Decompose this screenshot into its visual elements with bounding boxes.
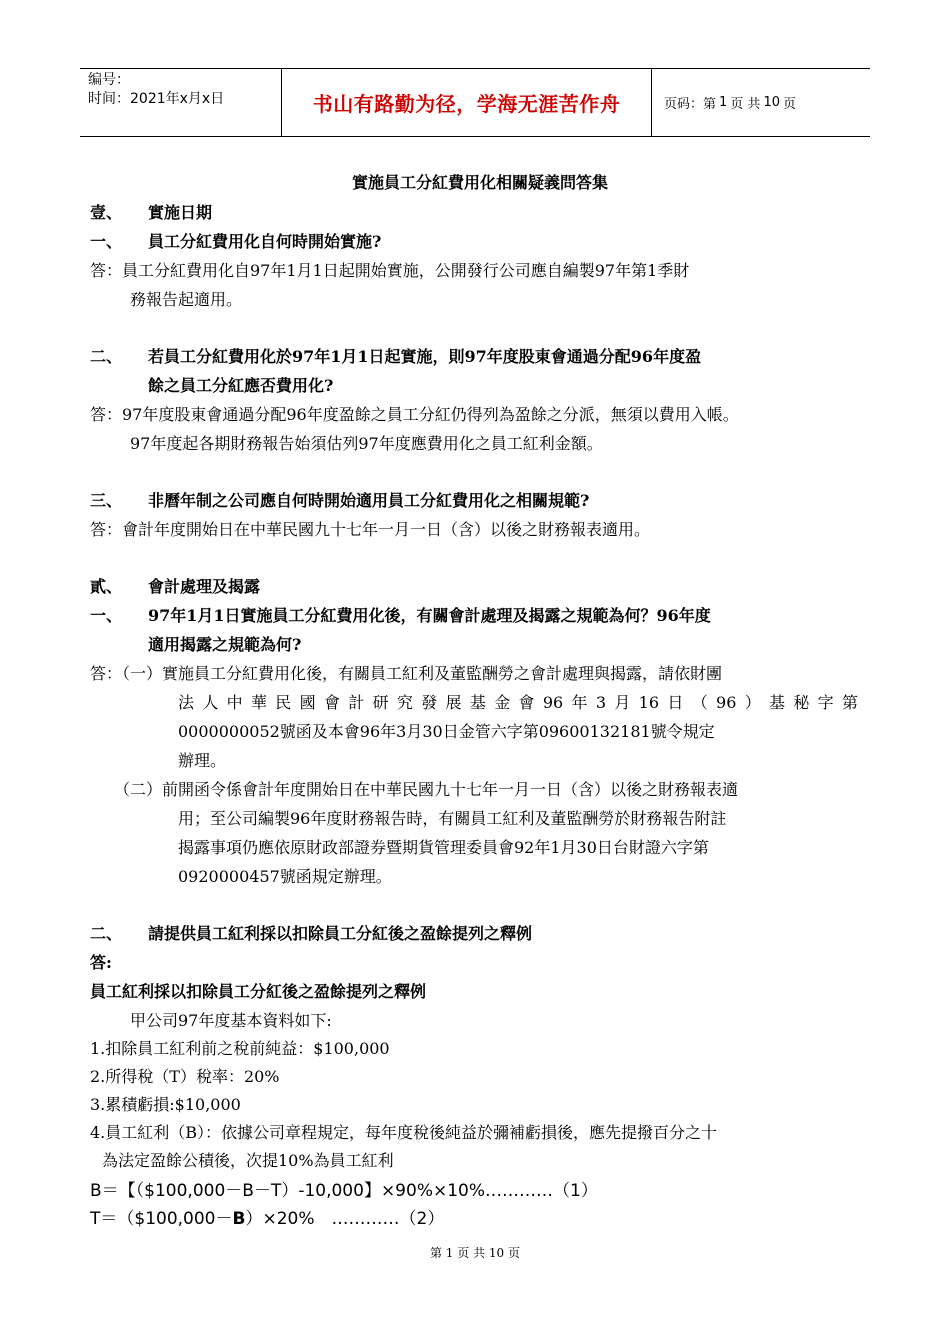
a4-p1-line-3: 0000000052號函及本會96年3月30日金管六字第09600132181號令規定 [178, 722, 715, 741]
formula-1: B＝【（$100,000－B－T）-10,000】×90%×10%…………（1） [90, 1181, 598, 1201]
footer-mid: 页 共 [457, 1246, 486, 1260]
q3-number: 三、 [90, 491, 123, 510]
page-label: 页码：第 [664, 97, 717, 112]
doc-number-label: 编号： [88, 72, 130, 88]
footer-page-number: 1 [445, 1246, 454, 1260]
q4-line-1: 97年1月1日實施員工分紅費用化後，有關會計處理及揭露之規範為何？96年度 [148, 606, 711, 625]
section-1-title: 實施日期 [148, 203, 213, 222]
q1-text: 員工分紅費用化自何時開始實施? [148, 232, 382, 251]
formula-2 [90, 1206, 444, 1232]
q2-line-2: 餘之員工分紅應否費用化? [148, 376, 334, 395]
page-number: 1 [719, 95, 728, 110]
example-item-2: 2.所得稅（T）稅率：20% [90, 1067, 280, 1086]
a2-line-1: 答：97年度股東會通過分配96年度盈餘之員工分紅仍得列為盈餘之分派，無須以費用入帳。 [90, 405, 739, 424]
q3-text: 非曆年制之公司應自何時開始適用員工分紅費用化之相關規範? [148, 491, 590, 510]
footer-total: 10 [488, 1246, 505, 1260]
q1-number: 一、 [90, 232, 123, 251]
formula-2-part-b: B [232, 1209, 246, 1229]
q5-text: 請提供員工紅利採以扣除員工分紅後之盈餘提列之釋例 [148, 924, 533, 943]
a5-label: 答: [90, 953, 112, 972]
a1-line-2: 務報告起適用。 [130, 290, 243, 309]
page-mid: 页 共 [730, 97, 761, 112]
q4-number: 一、 [90, 606, 123, 625]
example-title: 員工紅利採以扣除員工分紅後之盈餘提列之釋例 [90, 982, 427, 1001]
q4-line-2: 適用揭露之規範為何? [148, 635, 302, 654]
header-motto-cell [282, 69, 652, 136]
a4-p2-line-4: 0920000457號函規定辦理。 [178, 867, 392, 886]
a4-p2-line-2: 用；至公司編製96年度財務報告時，有關員工紅利及董監酬勞於財務報告附註 [178, 809, 727, 828]
section-2-number: 貳、 [90, 577, 123, 596]
header-meta [80, 69, 282, 136]
formula-2-part-a: T＝（$100,000－ [90, 1209, 233, 1229]
a3-text: 答：會計年度開始日在中華民國九十七年一月一日（含）以後之財務報表適用。 [90, 520, 651, 539]
q2-line-1: 若員工分紅費用化於97年1月1日起實施，則97年度股東會通過分配96年度盈 [148, 347, 702, 366]
section-1-number: 壹、 [90, 203, 123, 222]
doc-date-label: 时间：2021年x月x日 [88, 91, 225, 107]
a4-p1-line-1: 答：（一）實施員工分紅費用化後，有關員工紅利及董監酬勞之會計處理與揭露，請依財團 [90, 664, 723, 683]
q5-number: 二、 [90, 924, 123, 943]
a2-line-2: 97年度起各期財務報告始須估列97年度應費用化之員工紅利金額。 [130, 434, 603, 453]
example-item-1: 1.扣除員工紅利前之稅前純益：$100,000 [90, 1039, 390, 1058]
footer-pre: 第 [429, 1246, 442, 1260]
example-item-4-line-1: 4.員工紅利（B）：依據公司章程規定，每年度稅後純益於彌補虧損後，應先提撥百分之十 [90, 1123, 718, 1142]
example-item-4-line-2: 為法定盈餘公積後，次提10%為員工紅利 [102, 1151, 394, 1170]
a4-p2-line-1: （二）前開函令係會計年度開始日在中華民國九十七年一月一日（含）以後之財務報表適 [114, 780, 739, 799]
footer-post: 页 [508, 1246, 521, 1260]
page-header [80, 68, 870, 137]
formula-2-part-c: ）×20% …………（2） [245, 1209, 445, 1229]
page-total: 10 [763, 95, 780, 110]
a4-p1-line-4: 辦理。 [178, 751, 227, 770]
section-2-title: 會計處理及揭露 [148, 577, 261, 596]
q2-number: 二、 [90, 347, 123, 366]
page-end: 页 [782, 97, 796, 112]
doc-title: 實施員工分紅費用化相關疑義問答集 [351, 173, 608, 192]
example-item-3: 3.累積虧損:$10,000 [90, 1095, 241, 1114]
a4-p1-line-2: 法人中華民國會計研究發展基金會96年3月16日（96）基秘字第 [178, 693, 858, 712]
a1-line-1: 答：員工分紅費用化自97年1月1日起開始實施，公開發行公司應自編製97年第1季財 [90, 261, 690, 280]
page-footer [0, 1244, 950, 1261]
header-motto: 书山有路勤为径，学海无涯苦作舟 [312, 92, 621, 116]
example-intro: 甲公司97年度基本資料如下: [130, 1011, 332, 1030]
a4-p2-line-3: 揭露事項仍應依原財政部證券暨期貨管理委員會92年1月30日台財證六字第 [178, 838, 709, 857]
header-page-info [652, 69, 870, 136]
